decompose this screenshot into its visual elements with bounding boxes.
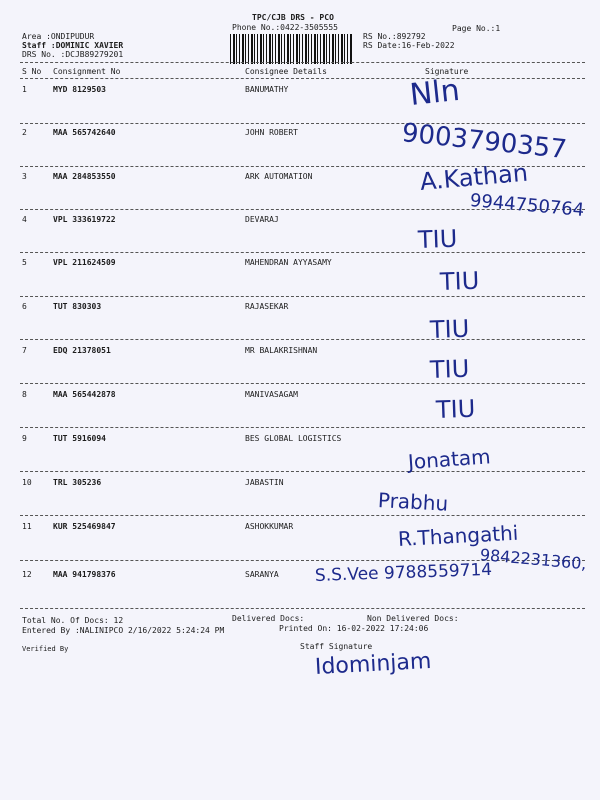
divider — [20, 252, 585, 253]
divider — [20, 78, 585, 79]
row-consignment: KUR 525469847 — [53, 522, 116, 531]
row-consignee: RAJASEKAR — [245, 302, 289, 311]
signature-handwriting: TIU — [439, 266, 480, 296]
row-sno: 10 — [22, 478, 32, 487]
row-consignee: JOHN ROBERT — [245, 128, 298, 137]
rs-number: RS No.:892792 — [363, 32, 426, 41]
divider — [20, 608, 585, 609]
row-sno: 2 — [22, 128, 27, 137]
row-sno: 6 — [22, 302, 27, 311]
row-consignment: VPL 333619722 — [53, 215, 116, 224]
divider — [20, 471, 585, 472]
row-sno: 8 — [22, 390, 27, 399]
row-consignee: MAHENDRAN AYYASAMY — [245, 258, 332, 267]
signature-handwriting: S.S.Vee 9788559714 — [314, 559, 493, 586]
row-consignment: MAA 284853550 — [53, 172, 116, 181]
signature-handwriting: Prabhu — [377, 488, 449, 516]
signature-handwriting: TIU — [417, 224, 458, 254]
row-consignee: SARANYA — [245, 570, 279, 579]
col-sno: S No — [22, 67, 42, 76]
delivered-docs: Delivered Docs: — [232, 614, 305, 623]
row-consignee: BES GLOBAL LOGISTICS — [245, 434, 342, 443]
divider — [20, 62, 585, 63]
signature-handwriting: TIU — [429, 314, 470, 344]
row-consignee: MANIVASAGAM — [245, 390, 298, 399]
signature-handwriting: TIU — [435, 394, 476, 424]
row-sno: 1 — [22, 85, 27, 94]
row-consignment: TUT 5916094 — [53, 434, 106, 443]
row-consignment: VPL 211624509 — [53, 258, 116, 267]
barcode — [230, 34, 352, 64]
staff-label: Staff :DOMINIC XAVIER — [22, 41, 124, 50]
row-consignment: MAA 941798376 — [53, 570, 116, 579]
row-consignee: ASHOKKUMAR — [245, 522, 294, 531]
signature-handwriting: 9842231360, — [479, 545, 588, 574]
non-delivered-docs: Non Delivered Docs: — [367, 614, 459, 623]
divider — [20, 296, 585, 297]
row-consignee: DEVARAJ — [245, 215, 279, 224]
signature-handwriting: Jonatam — [407, 444, 492, 474]
divider — [20, 339, 585, 340]
row-consignee: BANUMATHY — [245, 85, 289, 94]
row-consignee: MR BALAKRISHNAN — [245, 346, 318, 355]
row-consignment: TRL 305236 — [53, 478, 102, 487]
row-sno: 9 — [22, 434, 27, 443]
col-signature: Signature — [425, 67, 469, 76]
divider — [20, 515, 585, 516]
col-consignment: Consignment No — [53, 67, 121, 76]
page-number: Page No.:1 — [452, 24, 501, 33]
row-sno: 12 — [22, 570, 32, 579]
row-consignment: MAA 565742640 — [53, 128, 116, 137]
staff-signature-handwriting: Idominjam — [314, 648, 432, 680]
row-consignee: JABASTIN — [245, 478, 284, 487]
signature-handwriting: A.Kathan — [418, 158, 529, 196]
row-consignment: MYD 8129503 — [53, 85, 106, 94]
verified-by: Verified By — [22, 645, 69, 653]
rs-date: RS Date:16-Feb-2022 — [363, 41, 455, 50]
row-consignment: TUT 830303 — [53, 302, 102, 311]
row-consignment: EDQ 21378051 — [53, 346, 111, 355]
total-docs: Total No. Of Docs: 12 — [22, 616, 124, 625]
area-label: Area :ONDIPUDUR — [22, 32, 95, 41]
signature-handwriting: 9944750764 — [469, 190, 586, 221]
col-consignee: Consignee Details — [245, 67, 327, 76]
divider — [20, 427, 585, 428]
signature-handwriting: R.Thangathi — [397, 520, 519, 551]
row-sno: 5 — [22, 258, 27, 267]
row-consignee: ARK AUTOMATION — [245, 172, 313, 181]
entered-by: Entered By :NALINIPCO 2/16/2022 5:24:24 PM — [22, 626, 225, 635]
signature-handwriting: 9003790357 — [400, 118, 569, 166]
row-sno: 7 — [22, 346, 27, 355]
printed-on: Printed On: 16-02-2022 17:24:06 — [279, 624, 429, 633]
staff-signature-label: Staff Signature — [300, 642, 373, 651]
signature-handwriting: Nln — [408, 72, 462, 113]
drs-number: DRS No. :DCJB89279201 — [22, 50, 124, 59]
divider — [20, 123, 585, 124]
doc-title: TPC/CJB DRS - PCO — [252, 13, 334, 22]
row-sno: 3 — [22, 172, 27, 181]
row-consignment: MAA 565442878 — [53, 390, 116, 399]
row-sno: 11 — [22, 522, 32, 531]
divider — [20, 383, 585, 384]
phone-number: Phone No.:0422-3505555 — [232, 23, 338, 32]
row-sno: 4 — [22, 215, 27, 224]
signature-handwriting: TIU — [429, 354, 470, 384]
